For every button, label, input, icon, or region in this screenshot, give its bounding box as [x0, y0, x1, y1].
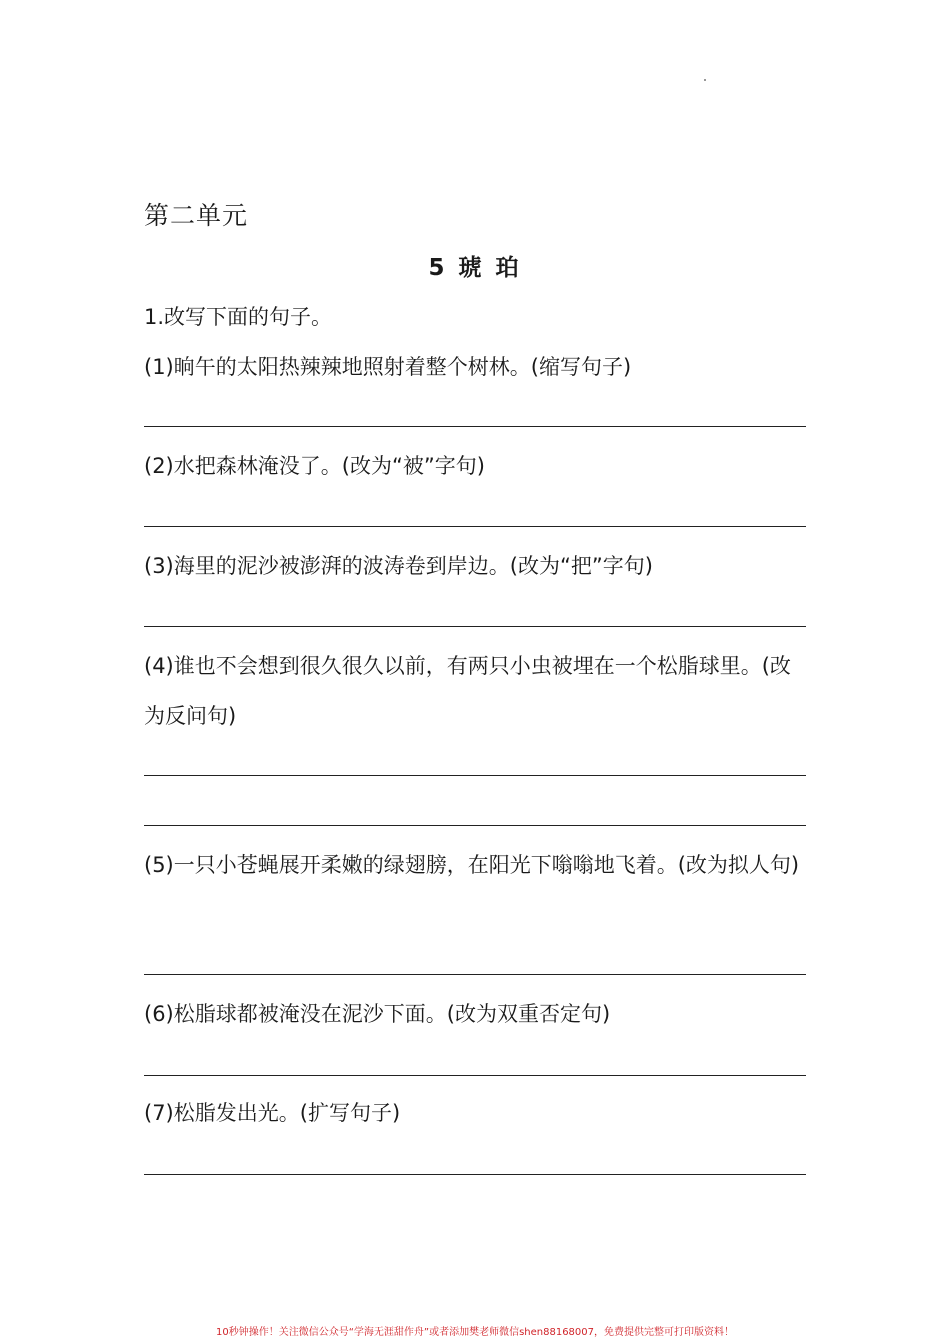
question-7: (7)松脂发出光。(扩写句子)	[144, 1101, 401, 1125]
unit-heading: 第二单元	[144, 201, 249, 230]
lesson-title: 5 琥 珀	[428, 255, 522, 281]
answer-line-3[interactable]	[144, 626, 806, 627]
question-3: (3)海里的泥沙被澎湃的波涛卷到岸边。(改为“把”字句)	[144, 554, 653, 578]
answer-line-4a[interactable]	[144, 775, 806, 776]
question-5: (5)一只小苍蝇展开柔嫩的绿翅膀，在阳光下嗡嗡地飞着。(改为拟人句)	[144, 853, 800, 877]
scan-dot	[704, 79, 706, 81]
question-2: (2)水把森林淹没了。(改为“被”字句)	[144, 454, 485, 478]
answer-line-2[interactable]	[144, 526, 806, 527]
answer-line-4b[interactable]	[144, 825, 806, 826]
question-1: (1)晌午的太阳热辣辣地照射着整个树林。(缩写句子)	[144, 355, 632, 379]
answer-line-1[interactable]	[144, 426, 806, 427]
answer-line-6[interactable]	[144, 1075, 806, 1076]
question-4: (4)谁也不会想到很久很久以前，有两只小虫被埋在一个松脂球里。(改为反问句)	[144, 654, 791, 728]
question-6: (6)松脂球都被淹没在泥沙下面。(改为双重否定句)	[144, 1002, 611, 1026]
footer-note: 10秒钟操作！关注微信公众号“学海无涯甜作舟”或者添加樊老师微信shen88168007，免费提供完整可打印版资料！	[215, 1327, 735, 1338]
answer-line-5[interactable]	[144, 974, 806, 975]
exercise-instruction: 1.改写下面的句子。	[144, 305, 333, 329]
answer-line-7[interactable]	[144, 1174, 806, 1175]
